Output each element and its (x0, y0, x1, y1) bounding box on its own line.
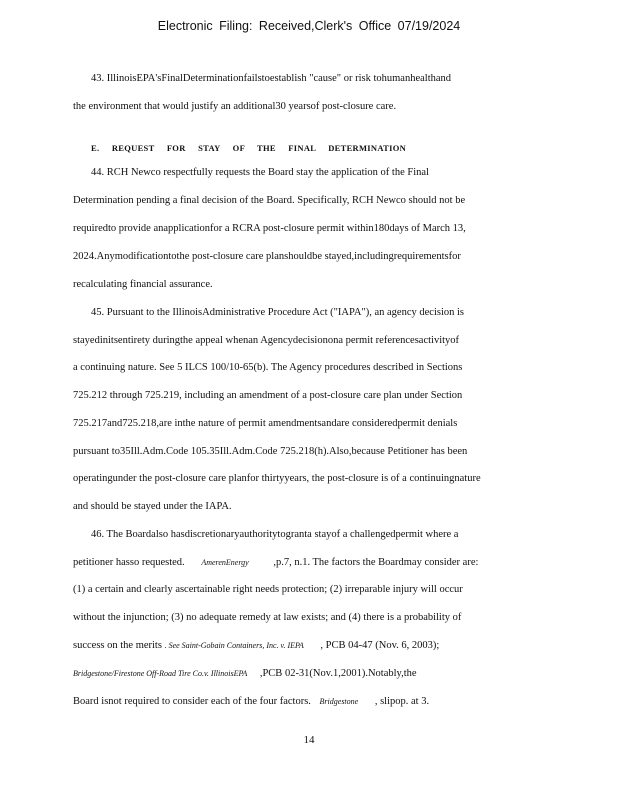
para-44-line-4: 2024.Anymodificationtothe post-closure care planshouldbe stayed,includingrequirementsfor (73, 251, 461, 262)
para-46-line-7 (73, 696, 528, 707)
para-46-line-1: 46. The Boardalso hasdiscretionaryauthoritytogranta stayof a challengedpermit where a (91, 529, 459, 540)
citation-bridgestone-firestone: Bridgestone/Firestone Off-Road Tire Co.v. IllinoisEPA (73, 669, 248, 678)
para-45-line-6: pursuant to35Ill.Adm.Code 105.35Ill.Adm.Code 725.218(h).Also,because Petitioner has been (73, 446, 468, 457)
para-46-line-7-text: Board isnot required to consider each of the four factors. (73, 696, 311, 707)
para-46-line-2 (73, 557, 528, 568)
citation-ameren: AmerenEnergy (201, 558, 249, 567)
section-heading-e: E. REQUEST FOR STAY OF THE FINAL DETERMINATION (91, 143, 407, 153)
para-46-line-2-text: petitioner hasso requested. (73, 557, 185, 568)
para-46-line-5 (73, 640, 528, 651)
page-number: 14 (303, 734, 315, 746)
para-46-line-3: (1) a certain and clearly ascertainable right needs protection; (2) irreparable injury will occur (73, 584, 463, 595)
para-46-line-5-text: success on the merits (73, 640, 162, 651)
citation-saint-gobain: . See Saint-Gobain Containers, Inc. v. IEPA (164, 641, 304, 650)
para-45-line-7: operatingunder the post-closure care planfor thirtyyears, the post-closure is of a continuingnature (73, 473, 481, 484)
para-44-line-2: Determination pending a final decision of the Board. Specifically, RCH Newco should not be (73, 195, 466, 206)
para-43-line-1: 43. IllinoisEPA'sFinalDeterminationfailstoestablish "cause" or risk tohumanhealthand (91, 73, 452, 84)
citation-bridgestone: Bridgestone (319, 697, 359, 706)
para-44-line-5: recalculating financial assurance. (73, 279, 213, 290)
efiling-header: Electronic Filing: Received,Clerk's Office 07/19/2024 (157, 19, 461, 33)
para-45-line-5: 725.217and725.218,are inthe nature of permit amendmentsandare consideredpermit denials (73, 418, 458, 429)
para-46-line-6 (73, 668, 528, 679)
para-46-line-2-rest: ,p.7, n.1. The factors the Boardmay consider are: (273, 557, 479, 568)
para-45-line-4: 725.212 through 725.219, including an amendment of a post-closure care plan under Section (73, 390, 463, 401)
para-46-line-5-rest: , PCB 04-47 (Nov. 6, 2003); (320, 640, 440, 651)
para-45-line-3: a continuing nature. See 5 ILCS 100/10-65(b). The Agency procedures described in Sections (73, 362, 463, 373)
para-44-line-1: 44. RCH Newco respectfully requests the Board stay the application of the Final (91, 167, 429, 178)
para-45-line-1: 45. Pursuant to the IllinoisAdministrative Procedure Act ("IAPA"), an agency decision is (91, 307, 464, 318)
para-45-line-8: and should be stayed under the IAPA. (73, 501, 232, 512)
para-45-line-2: stayedinitsentirety duringthe appeal whenan Agencydecisionona permit referencesactivityof (73, 335, 460, 346)
para-44-line-3: requiredto provide anapplicationfor a RCRA post-closure permit within180days of March 13, (73, 223, 466, 234)
para-46-line-6-rest: ,PCB 02-31(Nov.1,2001).Notably,the (259, 668, 417, 679)
para-43-line-2: the environment that would justify an additional30 yearsof post-closure care. (73, 101, 397, 112)
para-46-line-7-rest: , slipop. at 3. (374, 696, 430, 707)
para-46-line-4: without the injunction; (3) no adequate remedy at law exists; and (4) there is a probability of (73, 612, 462, 623)
